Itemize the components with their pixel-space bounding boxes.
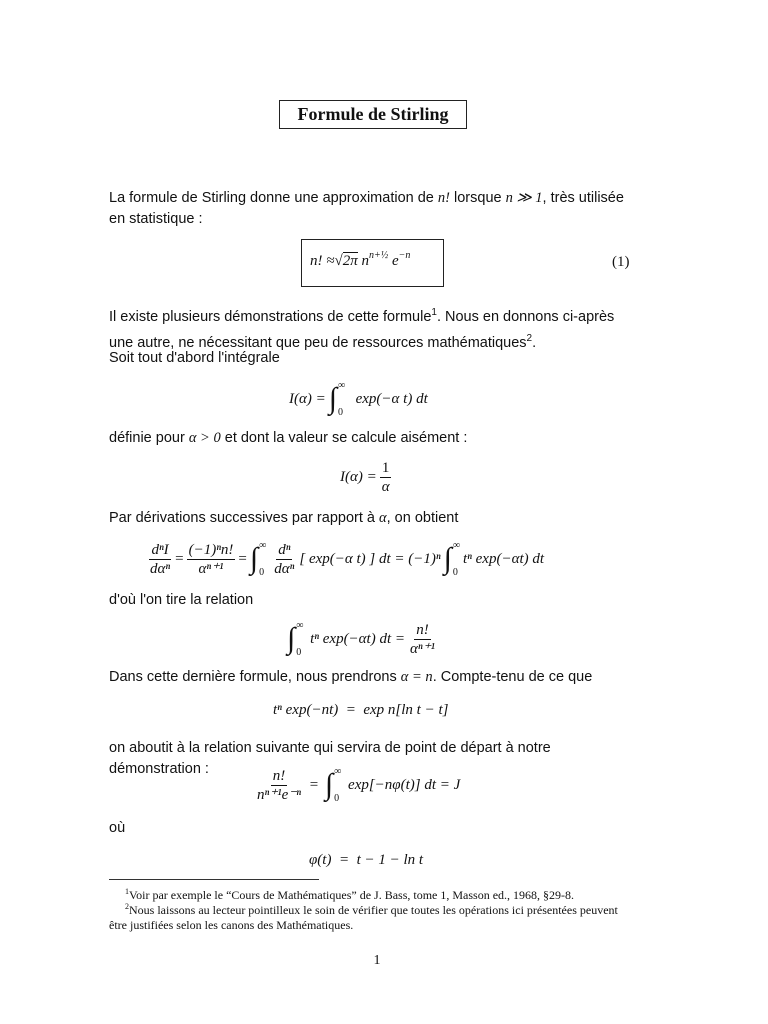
stirling-formula <box>310 249 411 270</box>
exp-identity <box>273 702 448 719</box>
eq5-numerator: n! <box>416 621 429 638</box>
footnote-rule <box>109 879 319 880</box>
eq1-sqrt-arg: 2π <box>342 253 358 269</box>
eq4-middle: [ exp(−α t) ] dt = (−1)ⁿ <box>299 550 441 567</box>
last-condition: α = n <box>400 669 433 685</box>
eq8: φ(t) = t − 1 − ln t <box>309 852 424 868</box>
eq2-integrand: exp(−α t) dt <box>355 390 428 407</box>
eq1-lhs: n! ≈ <box>310 252 335 269</box>
eq6: tⁿ exp(−nt) = exp n[ln t − t] <box>273 702 449 718</box>
eq3-denominator: α <box>381 479 390 495</box>
integral-lower-limit: 0 <box>452 567 458 578</box>
integral-upper-limit: ∞ <box>337 380 346 391</box>
eq4-fraction-3 <box>272 542 296 577</box>
equation-number: (1) <box>612 254 630 270</box>
integral-sign: ∫ ∞ 0 <box>328 380 346 418</box>
eq4-num3: dⁿ <box>278 541 291 558</box>
eq3-lhs: I(α) = <box>340 469 377 485</box>
page-number: 1 <box>373 953 381 968</box>
last-text-1: Dans cette dernière formule, nous prendrons <box>109 669 397 685</box>
footnote-1-text: Voir par exemple le “Cours de Mathématiques” de J. Bass, tome 1, Masson ed., 1968, §29-8. <box>129 888 575 902</box>
integral-upper-limit: ∞ <box>259 540 267 551</box>
eq7-body: exp[−nφ(t)] dt = J <box>348 776 461 793</box>
footnote-mark-1: 1 <box>431 307 437 318</box>
intro-paragraph <box>109 188 637 230</box>
integral-upper-limit: ∞ <box>296 620 304 631</box>
integral-definition <box>289 380 428 418</box>
integral-upper-limit: ∞ <box>452 540 460 551</box>
eq5-denominator: αⁿ⁺¹ <box>410 640 436 657</box>
derivation-paragraph <box>109 508 637 529</box>
deriv-text-2: , on obtient <box>386 510 459 526</box>
eq1-e: e <box>391 252 399 269</box>
integral-sign: ∫ ∞ 0 <box>324 766 342 804</box>
intro-text-2: lorsque <box>454 190 502 206</box>
eq7-fraction <box>255 768 303 803</box>
footnote-2-mark: 2 <box>125 902 129 911</box>
integral-intro: Soit tout d'abord l'intégrale <box>109 350 280 366</box>
aboutit-paragraph: on aboutit à la relation suivante qui servira de point de départ à notre démonstration : <box>109 740 551 777</box>
relation-equation <box>284 620 440 658</box>
integral-lower-limit: 0 <box>334 793 340 804</box>
eq1-exponent: n+½ <box>368 249 389 261</box>
eq4-equals-1: = <box>175 550 184 567</box>
integral-sign: ∫ ∞ 0 <box>287 620 304 658</box>
intro-text-1: La formule de Stirling donne une approximation de <box>109 190 434 206</box>
phi-definition <box>309 852 423 869</box>
integral-upper-limit: ∞ <box>334 766 342 777</box>
relation-paragraph: d'où l'on tire la relation <box>109 592 254 608</box>
eq7-equals: = <box>309 776 319 793</box>
demo-paragraph <box>109 302 637 354</box>
eq1-base-n: n <box>361 252 369 269</box>
deriv-alpha: α <box>379 510 387 526</box>
footnote-mark-2: 2 <box>526 332 533 344</box>
eq4-end: tⁿ exp(−αt) dt <box>463 550 545 567</box>
defined-text-2: et dont la valeur se calcule aisément : <box>224 430 468 446</box>
eq5-body: tⁿ exp(−αt) dt = <box>310 630 406 647</box>
defined-text-1: définie pour <box>109 430 185 446</box>
eq4-num1: dⁿI <box>151 541 169 558</box>
last-text-2: . Compte-tenu de ce que <box>432 669 593 685</box>
integral-lower-limit: 0 <box>259 567 265 578</box>
demo-text-1: Il existe plusieurs démonstrations de cette formule <box>109 308 432 325</box>
defined-condition: α > 0 <box>188 430 221 446</box>
eq4-den1: dαⁿ <box>150 560 171 577</box>
sqrt-symbol: √ <box>334 252 343 269</box>
integral-lower-limit: 0 <box>296 647 302 658</box>
eq3-fraction <box>380 460 392 495</box>
eq4-equals-2: = <box>238 550 247 567</box>
last-formula-paragraph <box>109 667 637 688</box>
footnote-1-mark: 1 <box>125 887 129 896</box>
j-equation <box>252 766 460 804</box>
integral-sign: ∫ ∞ 0 <box>249 540 267 578</box>
eq4-den2: αⁿ⁺¹ <box>198 560 224 577</box>
eq4-fraction-1 <box>148 542 172 577</box>
intro-condition: n ≫ 1 <box>505 190 543 206</box>
footnote-2-text: Nous laissons au lecteur pointilleux le soin de vérifier que toutes les opérations ici présentées peuvent être justifiées selon les canons des Mathématiques. <box>109 903 618 932</box>
demo-text-2: . Nous en donnons ci-après une autre, ne nécessitant que peu de ressources mathématiques <box>109 308 615 351</box>
integral-value <box>340 460 395 495</box>
ou-paragraph: où <box>109 820 126 836</box>
intro-n-factorial: n! <box>437 190 450 206</box>
intro-text-3: , très utilisée en statistique : <box>109 190 624 227</box>
eq3-numerator: 1 <box>381 460 390 476</box>
eq7-numerator: n! <box>272 767 286 784</box>
integral-lower-limit: 0 <box>337 407 343 418</box>
page-title: Formule de Stirling <box>279 100 467 129</box>
eq4-den3: dαⁿ <box>274 560 295 577</box>
eq4-num2: (−1)ⁿn! <box>188 541 234 558</box>
eq2-lhs: I(α) = <box>289 390 326 407</box>
derivative-equation <box>145 540 544 578</box>
demo-text-3: . <box>532 334 537 351</box>
eq5-fraction <box>408 622 437 657</box>
deriv-text-1: Par dérivations successives par rapport à <box>109 510 375 526</box>
integral-sign: ∫ ∞ 0 <box>443 540 460 578</box>
footnote-2 <box>109 899 637 933</box>
eq4-fraction-2 <box>187 542 236 577</box>
defined-paragraph <box>109 428 637 449</box>
eq1-e-exponent: −n <box>398 249 411 261</box>
eq7-denominator: nⁿ⁺¹e⁻ⁿ <box>257 786 301 803</box>
